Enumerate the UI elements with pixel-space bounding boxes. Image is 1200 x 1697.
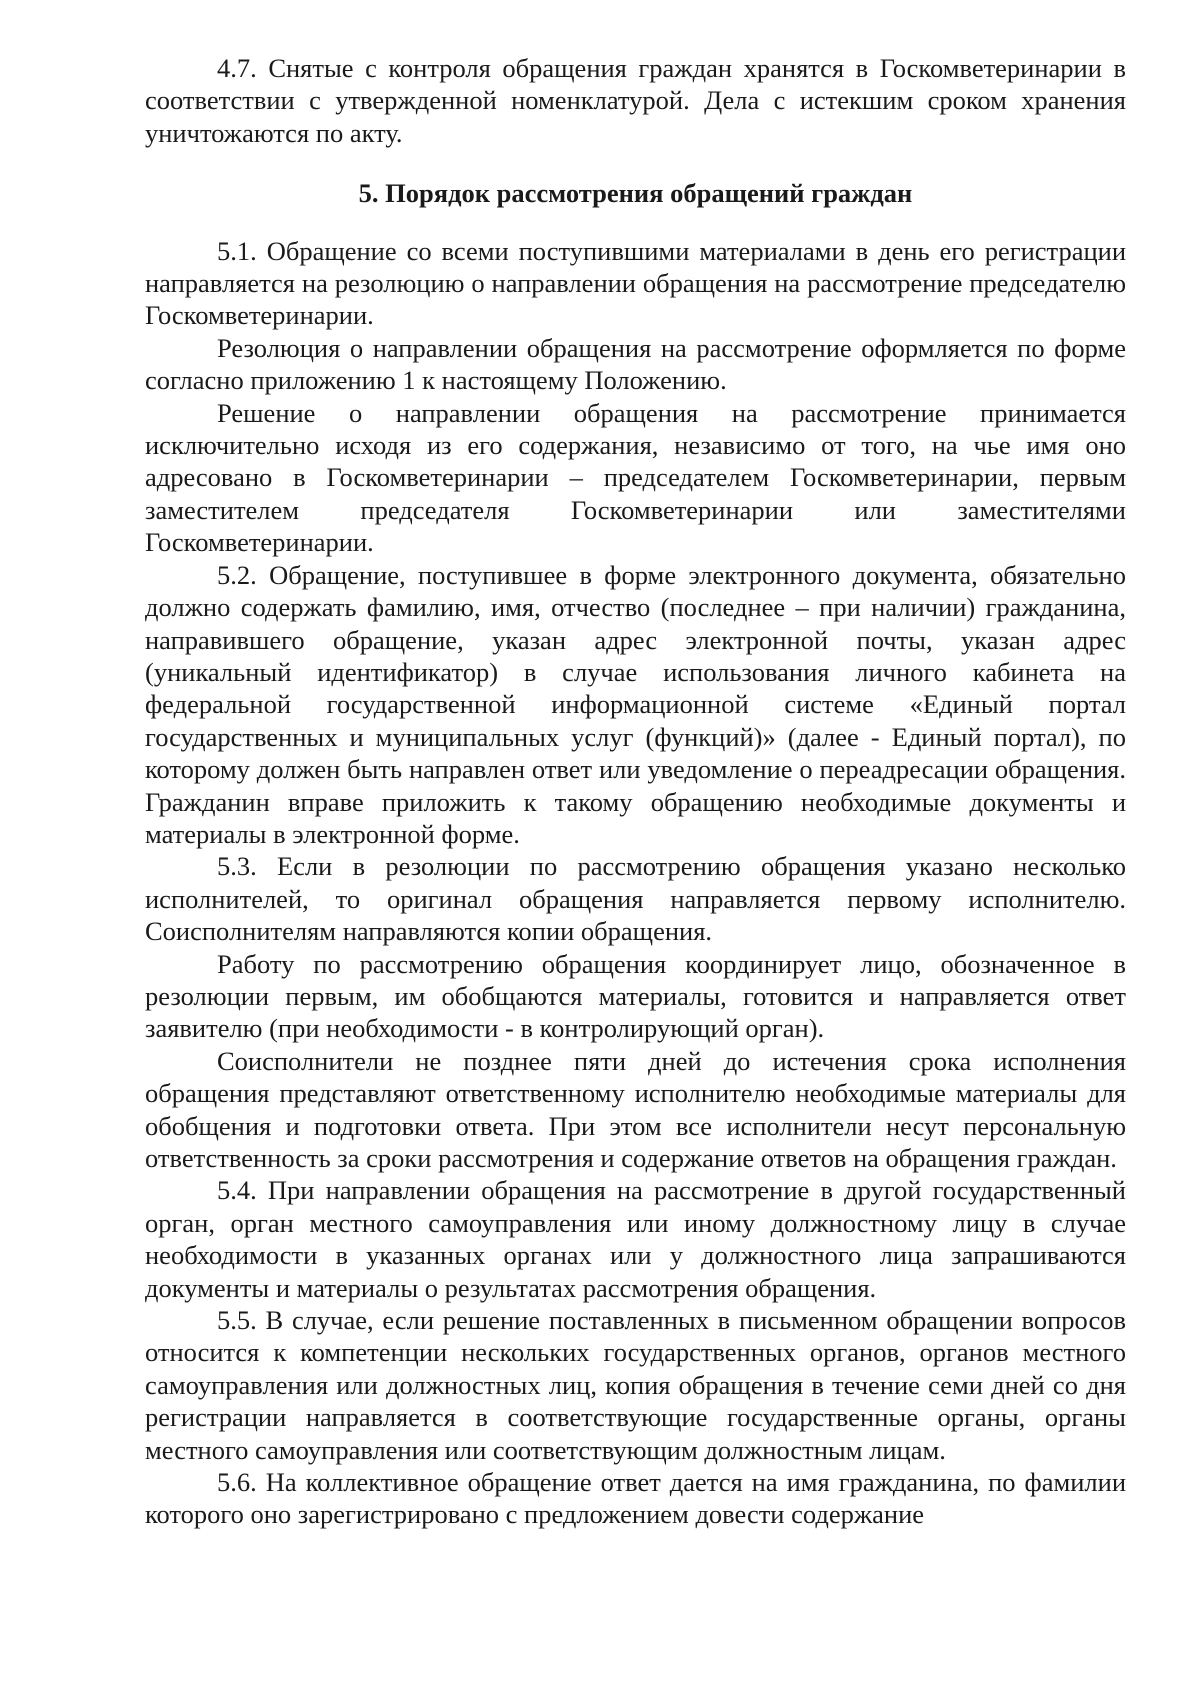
paragraph-5-5: 5.5. В случае, если решение поставленных в письменном обращении вопросов относится к компетенции нескольких государственных органов, органов местного самоуправления или должностных лиц, копия обращения в течение семи дней со дня регистрации направляется в соответствующие государственные органы, органы местного самоуправления или соответствующим должностным лицам. xyxy=(145,1305,1126,1465)
paragraph-5-3-coordination: Работу по рассмотрению обращения координирует лицо, обозначенное в резолюции первым, им обобщаются материалы, готовится и направляется ответ заявителю (при необходимости - в контролирующий орган). xyxy=(145,948,1126,1044)
paragraph-5-1-resolution: Резолюция о направлении обращения на рассмотрение оформляется по форме согласно приложению 1 к настоящему Положению. xyxy=(145,332,1126,396)
paragraph-5-6: 5.6. На коллективное обращение ответ дается на имя гражданина, по фамилии которого оно зарегистрировано с предложением довести содержание xyxy=(145,1467,1126,1530)
paragraph-5-4: 5.4. При направлении обращения на рассмотрение в другой государственный орган, орган местного самоуправления или иному должностному лицу в случае необходимости в указанных органах или у должностного лица запрашиваются документы и материалы о результатах рассмотрения обращения. xyxy=(145,1175,1126,1303)
paragraph-5-2: 5.2. Обращение, поступившее в форме электронного документа, обязательно должно содержать фамилию, имя, отчество (последнее – при наличии) гражданина, направившего обращение, указан адрес электронной почты, указан адрес (уникальный идентификатор) в случае использования личного кабинета на федеральной государственной информационной системе «Единый портал государственных и муниципальных услуг (функций)» (далее - Единый портал), по которому должен быть направлен ответ или уведомление о переадресации обращения. Гражданин вправе приложить к такому обращению необходимые документы и материалы в электронной форме. xyxy=(145,559,1126,849)
paragraph-5-3-coexecutors: Соисполнители не позднее пяти дней до истечения срока исполнения обращения представляют ответственному исполнителю необходимые материалы для обобщения и подготовки ответа. При этом все исполнители несут персональную ответственность за сроки рассмотрения и содержание ответов на обращения граждан. xyxy=(145,1045,1126,1173)
paragraph-5-1-decision: Решение о направлении обращения на рассмотрение принимается исключительно исходя из его содержания, независимо от того, на чье имя оно адресовано в Госкомветеринарии – председателем Госкомветеринарии, первым заместителем председателя Госкомветеринарии или заместителями Госкомветеринарии. xyxy=(145,397,1126,558)
paragraph-5-3: 5.3. Если в резолюции по рассмотрению обращения указано несколько исполнителей, то оригинал обращения направляется первому исполнителю. Соисполнителям направляются копии обращения. xyxy=(145,851,1126,947)
paragraph-4-7: 4.7. Снятые с контроля обращения граждан хранятся в Госкомветеринарии в соответствии с утвержденной номенклатурой. Дела с истекшим сроком хранения уничтожаются по акту. xyxy=(145,53,1126,148)
document-page xyxy=(145,52,1126,1531)
section-title: 5. Порядок рассмотрения обращений граждан xyxy=(358,178,913,209)
paragraph-5-1: 5.1. Обращение со всеми поступившими материалами в день его регистрации направляется на резолюцию о направлении обращения на рассмотрение председателю Госкомветеринарии. xyxy=(145,235,1126,331)
